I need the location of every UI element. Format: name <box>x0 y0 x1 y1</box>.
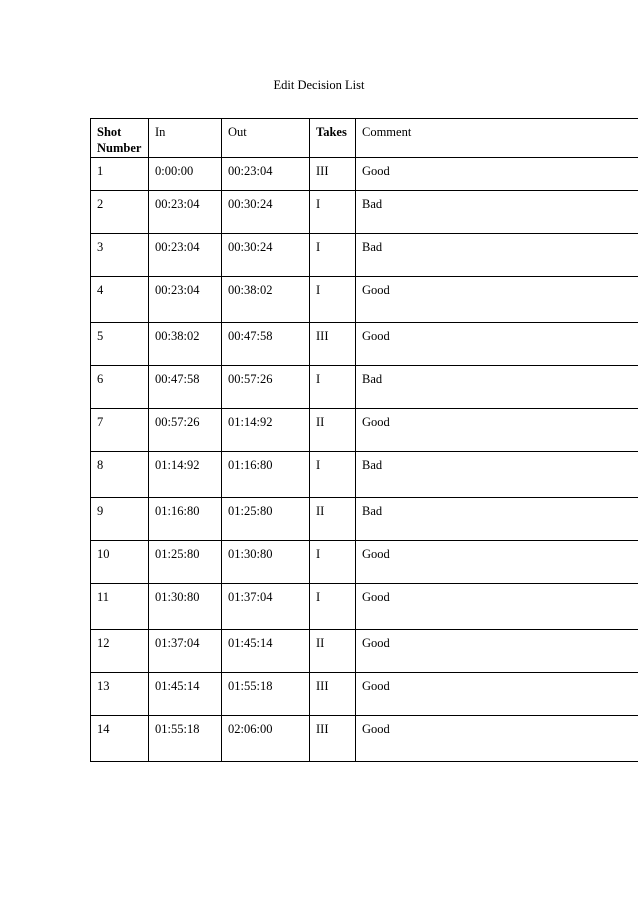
cell-shot-number: 3 <box>91 234 149 277</box>
cell-takes: I <box>310 234 356 277</box>
cell-comment: Bad <box>356 452 638 498</box>
cell-comment: Bad <box>356 498 638 541</box>
cell-takes: III <box>310 716 356 762</box>
cell-takes: I <box>310 584 356 630</box>
cell-out: 00:30:24 <box>222 191 310 234</box>
cell-comment: Good <box>356 409 638 452</box>
cell-comment: Good <box>356 158 638 191</box>
cell-out: 00:38:02 <box>222 277 310 323</box>
cell-takes: I <box>310 191 356 234</box>
table-row <box>91 366 638 409</box>
cell-in: 00:47:58 <box>149 366 222 409</box>
cell-shot-number: 4 <box>91 277 149 323</box>
cell-in: 00:38:02 <box>149 323 222 366</box>
table-header-row <box>91 119 638 158</box>
cell-out: 00:23:04 <box>222 158 310 191</box>
cell-out: 01:30:80 <box>222 541 310 584</box>
table-row <box>91 158 638 191</box>
table-row <box>91 234 638 277</box>
table-row <box>91 409 638 452</box>
cell-comment: Bad <box>356 191 638 234</box>
table-row <box>91 630 638 673</box>
cell-in: 01:16:80 <box>149 498 222 541</box>
cell-takes: III <box>310 673 356 716</box>
table-row <box>91 277 638 323</box>
cell-in: 00:23:04 <box>149 234 222 277</box>
cell-in: 01:25:80 <box>149 541 222 584</box>
cell-shot-number: 10 <box>91 541 149 584</box>
cell-shot-number: 14 <box>91 716 149 762</box>
cell-in: 00:23:04 <box>149 277 222 323</box>
cell-takes: II <box>310 630 356 673</box>
table-row <box>91 673 638 716</box>
table-row <box>91 452 638 498</box>
cell-in: 01:37:04 <box>149 630 222 673</box>
table-row <box>91 191 638 234</box>
cell-shot-number: 2 <box>91 191 149 234</box>
cell-in: 00:57:26 <box>149 409 222 452</box>
header-shot-number: Shot Number <box>91 119 149 158</box>
table-row <box>91 323 638 366</box>
cell-comment: Good <box>356 323 638 366</box>
cell-comment: Good <box>356 277 638 323</box>
cell-comment: Bad <box>356 234 638 277</box>
cell-out: 00:30:24 <box>222 234 310 277</box>
cell-in: 01:55:18 <box>149 716 222 762</box>
cell-comment: Good <box>356 716 638 762</box>
cell-out: 01:25:80 <box>222 498 310 541</box>
cell-comment: Good <box>356 673 638 716</box>
cell-comment: Good <box>356 584 638 630</box>
cell-shot-number: 12 <box>91 630 149 673</box>
cell-takes: I <box>310 366 356 409</box>
cell-out: 01:55:18 <box>222 673 310 716</box>
page-title: Edit Decision List <box>273 78 365 92</box>
cell-in: 00:23:04 <box>149 191 222 234</box>
cell-takes: III <box>310 323 356 366</box>
cell-out: 01:37:04 <box>222 584 310 630</box>
cell-takes: I <box>310 277 356 323</box>
table-row <box>91 541 638 584</box>
header-in: In <box>149 119 222 158</box>
cell-shot-number: 7 <box>91 409 149 452</box>
cell-takes: II <box>310 409 356 452</box>
cell-takes: III <box>310 158 356 191</box>
cell-shot-number: 1 <box>91 158 149 191</box>
cell-in: 01:30:80 <box>149 584 222 630</box>
cell-comment: Bad <box>356 366 638 409</box>
table-row <box>91 716 638 762</box>
cell-comment: Good <box>356 630 638 673</box>
edit-decision-table <box>90 118 638 762</box>
cell-shot-number: 5 <box>91 323 149 366</box>
cell-in: 01:14:92 <box>149 452 222 498</box>
cell-out: 01:45:14 <box>222 630 310 673</box>
cell-takes: I <box>310 452 356 498</box>
header-comment: Comment <box>356 119 638 158</box>
cell-out: 00:47:58 <box>222 323 310 366</box>
cell-shot-number: 6 <box>91 366 149 409</box>
cell-takes: I <box>310 541 356 584</box>
table-row <box>91 584 638 630</box>
cell-out: 01:16:80 <box>222 452 310 498</box>
table-row <box>91 498 638 541</box>
cell-comment: Good <box>356 541 638 584</box>
cell-shot-number: 8 <box>91 452 149 498</box>
cell-in: 0:00:00 <box>149 158 222 191</box>
header-takes: Takes <box>310 119 356 158</box>
cell-out: 01:14:92 <box>222 409 310 452</box>
cell-shot-number: 9 <box>91 498 149 541</box>
cell-out: 00:57:26 <box>222 366 310 409</box>
cell-takes: II <box>310 498 356 541</box>
header-out: Out <box>222 119 310 158</box>
cell-out: 02:06:00 <box>222 716 310 762</box>
cell-in: 01:45:14 <box>149 673 222 716</box>
cell-shot-number: 11 <box>91 584 149 630</box>
cell-shot-number: 13 <box>91 673 149 716</box>
